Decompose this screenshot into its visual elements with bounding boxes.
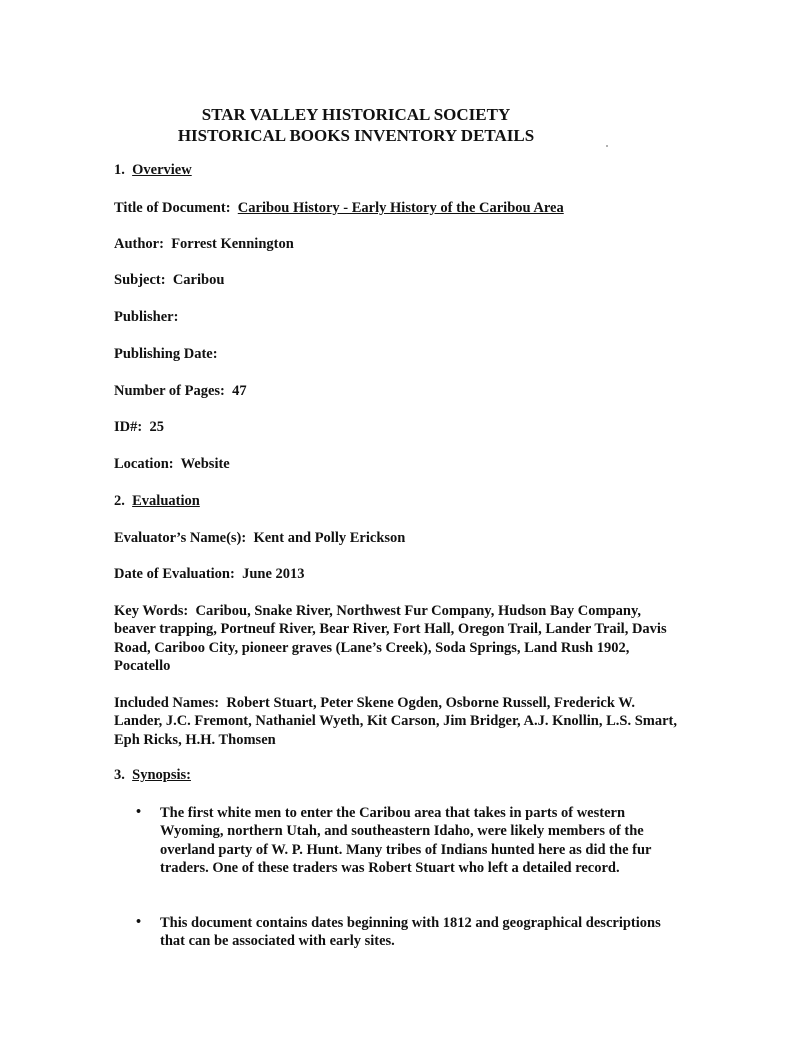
scan-speck [606, 145, 608, 147]
field-id: ID#: 25 [114, 419, 164, 435]
field-location: Location: Website [114, 456, 230, 472]
field-subject: Subject: Caribou [114, 272, 225, 288]
title-value: Caribou History - Early History of the Caribou Area [237, 200, 564, 216]
document-title: HISTORICAL BOOKS INVENTORY DETAILS [177, 126, 535, 145]
field-title: Title of Document: Caribou History - Early History of the Caribou Area [114, 200, 564, 216]
field-author: Author: Forrest Kennington [114, 236, 294, 252]
bullet-icon: • [136, 914, 142, 930]
field-number-of-pages: Number of Pages: 47 [114, 383, 247, 399]
field-key-words: Key Words: Caribou, Snake River, Northwest Fur Company, Hudson Bay Company, beaver trapping, Portneuf River, Bear River, Fort Hall, Oregon Trail, Lander Trail, Davis Road, Cariboo City, pioneer graves (Lane’s Creek), Soda Springs, Land Rush 1902, Pocatello [114, 603, 667, 674]
section-overview-heading: 1. Overview [114, 162, 192, 178]
field-included-names: Included Names: Robert Stuart, Peter Skene Ogden, Osborne Russell, Frederick W. Lander, J.C. Fremont, Nathaniel Wyeth, Kit Carson, Jim Bridger, A.J. Knollin, L.S. Smart, Eph Ricks, H.H. Thomsen [114, 695, 677, 748]
synopsis-bullet: The first white men to enter the Caribou area that takes in parts of western Wyoming, northern Utah, and southeastern Idaho, were likely members of the overland party of W. P. Hunt. Many tribes of Indians hunted here as did the fur traders. One of these traders was Robert Stuart who left a detailed record. [160, 805, 652, 876]
field-evaluator: Evaluator’s Name(s): Kent and Polly Erickson [114, 530, 406, 546]
society-title: STAR VALLEY HISTORICAL SOCIETY [201, 105, 511, 124]
section-evaluation-heading: 2. Evaluation [114, 493, 200, 509]
field-publishing-date: Publishing Date: [114, 346, 218, 362]
field-evaluation-date: Date of Evaluation: June 2013 [114, 566, 305, 582]
synopsis-bullet: This document contains dates beginning with 1812 and geographical descriptions that can be associated with early sites. [160, 915, 661, 950]
section-synopsis-heading: 3. Synopsis: [114, 767, 191, 783]
field-publisher: Publisher: [114, 309, 179, 325]
bullet-icon: • [136, 804, 142, 820]
